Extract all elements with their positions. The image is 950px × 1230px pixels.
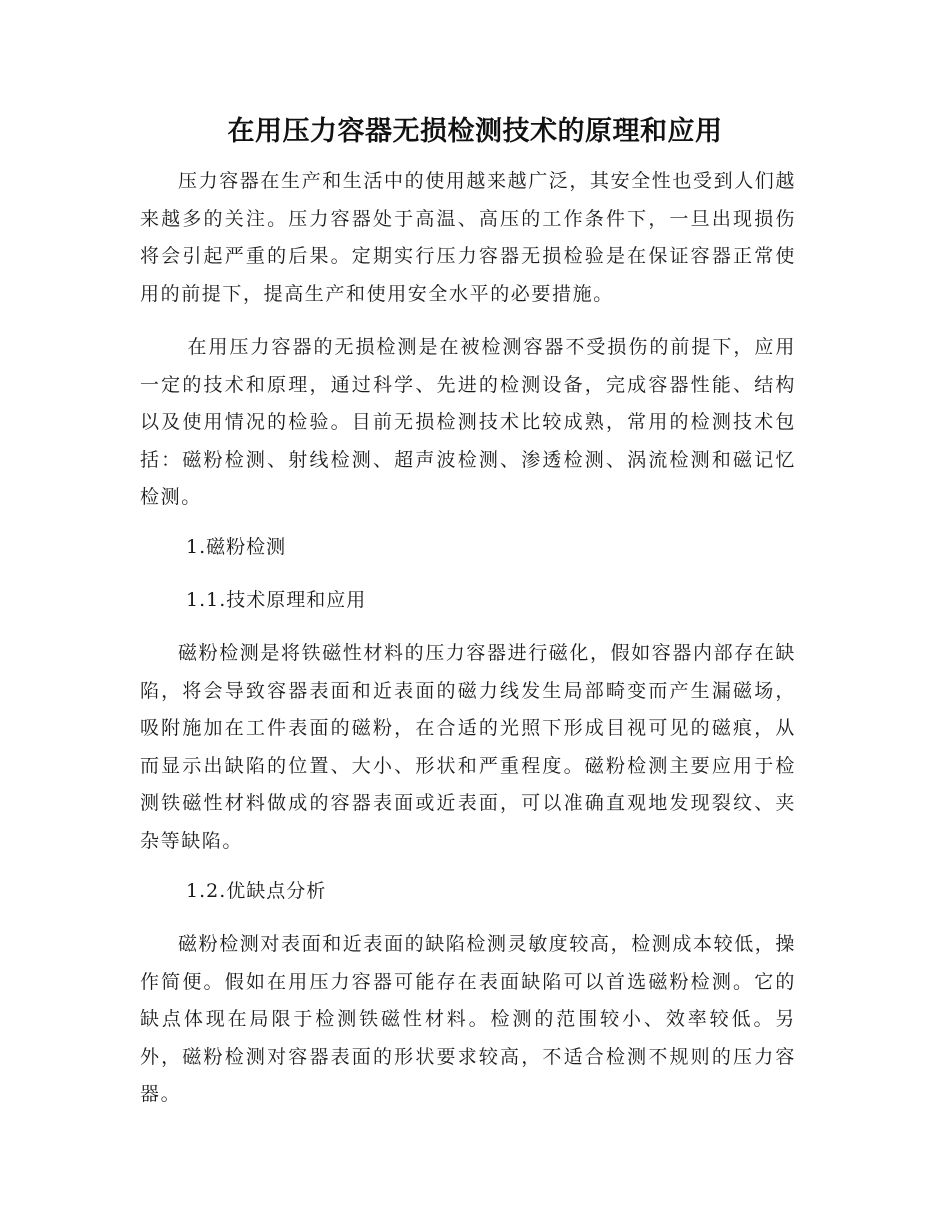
subsection-heading-pros-cons: 1.2.优缺点分析 — [186, 880, 327, 902]
section-heading-magnetic-testing: 1.磁粉检测 — [186, 536, 287, 558]
subsection-heading-principle: 1.1.技术原理和应用 — [186, 589, 367, 611]
principle-paragraph: 磁粉检测是将铁磁性材料的压力容器进行磁化，假如容器内部存在缺陷，将会导致容器表面和近表面的磁力线发生局部畸变而产生漏磁场，吸附施加在工件表面的磁粉，在合适的光照下形成目视可见的磁痕，从而显示出缺陷的位置、大小、形状和严重程度。磁粉检测主要应用于检测铁磁性材料做成的容器表面或近表面，可以准确直观地发现裂纹、夹杂等缺陷。 — [140, 642, 797, 852]
intro-paragraph: 压力容器在生产和生活中的使用越来越广泛，其安全性也受到人们越来越多的关注。压力容器处于高温、高压的工作条件下，一旦出现损伤将会引起严重的后果。定期实行压力容器无损检验是在保证容器正常使用的前提下，提高生产和使用安全水平的必要措施。 — [140, 170, 797, 305]
pros-cons-paragraph: 磁粉检测对表面和近表面的缺陷检测灵敏度较高，检测成本较低，操作简便。假如在用压力容器可能存在表面缺陷可以首选磁粉检测。它的缺点体现在局限于检测铁磁性材料。检测的范围较小、效率较低。另外，磁粉检测对容器表面的形状要求较高，不适合检测不规则的压力容器。 — [140, 933, 797, 1105]
overview-paragraph: 在用压力容器的无损检测是在被检测容器不受损伤的前提下，应用一定的技术和原理，通过科学、先进的检测设备，完成容器性能、结构以及使用情况的检验。目前无损检测技术比较成熟，常用的检测技术包括：磁粉检测、射线检测、超声波检测、渗透检测、涡流检测和磁记忆检测。 — [140, 336, 796, 508]
document-title: 在用压力容器无损检测技术的原理和应用 — [227, 116, 723, 147]
